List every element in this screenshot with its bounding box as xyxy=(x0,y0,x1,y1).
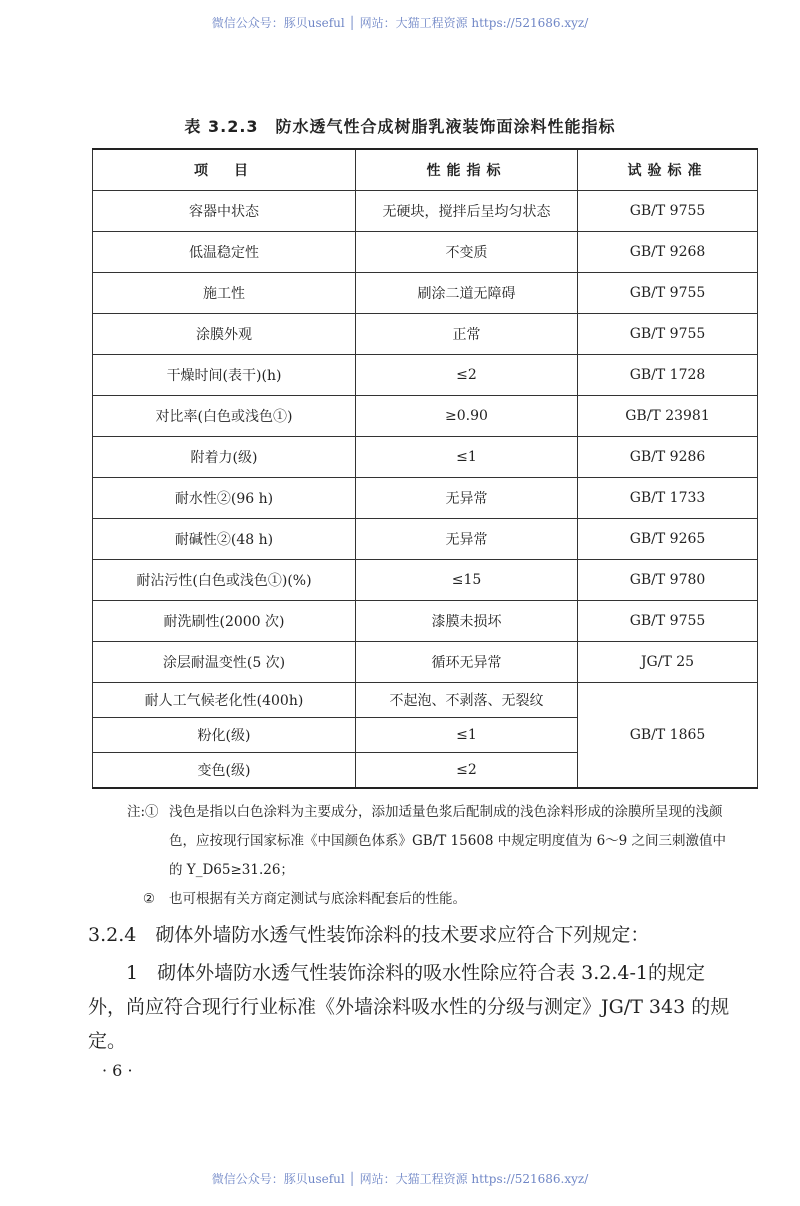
item-cell: 耐人工气候老化性(400h) xyxy=(93,683,356,718)
item-cell: 干燥时间(表干)(h) xyxy=(93,355,356,396)
table-row xyxy=(93,232,758,273)
standard-cell: GB/T 9755 xyxy=(578,273,758,314)
table-header-row xyxy=(93,149,758,191)
standard-cell: GB/T 1865 xyxy=(578,683,758,789)
item-cell: 施工性 xyxy=(93,273,356,314)
item-cell: 附着力(级) xyxy=(93,437,356,478)
indicator-cell: 循环无异常 xyxy=(356,642,578,683)
clause-1: 1 砌体外墙防水透气性装饰涂料的吸水性除应符合表 3.2.4-1的规定外，尚应符合现行行业标准《外墙涂料吸水性的分级与测定》JG/T 343 的规定。 xyxy=(88,962,730,1052)
standard-cell: GB/T 9780 xyxy=(578,560,758,601)
item-cell: 涂层耐温变性(5 次) xyxy=(93,642,356,683)
standard-cell: GB/T 23981 xyxy=(578,396,758,437)
item-cell: 涂膜外观 xyxy=(93,314,356,355)
indicator-cell: 不变质 xyxy=(356,232,578,273)
indicator-cell: 正常 xyxy=(356,314,578,355)
indicator-cell: ≥0.90 xyxy=(356,396,578,437)
standard-cell: GB/T 9755 xyxy=(578,191,758,232)
table-row xyxy=(93,519,758,560)
item-cell: 对比率(白色或浅色①) xyxy=(93,396,356,437)
table-row xyxy=(93,437,758,478)
section-3-2-4: 3.2.4 砌体外墙防水透气性装饰涂料的技术要求应符合下列规定： xyxy=(88,924,650,946)
indicator-cell: 漆膜未损坏 xyxy=(356,601,578,642)
body-text xyxy=(88,798,738,1082)
note-text: 也可根据有关方商定测试与底涂料配套后的性能。 xyxy=(169,891,466,907)
indicator-cell: ≤1 xyxy=(356,718,578,753)
watermark-bottom: 微信公众号：豚贝useful │ 网站：大猫工程资源 https://521686.xyz/ xyxy=(211,1172,589,1186)
table-row xyxy=(93,396,758,437)
standard-cell: GB/T 9268 xyxy=(578,232,758,273)
note-label: 注:① xyxy=(127,804,159,820)
table-row xyxy=(93,601,758,642)
page-number: · 6 · xyxy=(102,1061,133,1080)
standard-cell: GB/T 9755 xyxy=(578,314,758,355)
indicator-cell: ≤1 xyxy=(356,437,578,478)
table-row xyxy=(93,478,758,519)
table-row xyxy=(93,683,758,718)
header-item: 项 目 xyxy=(93,149,356,191)
item-cell: 耐洗刷性(2000 次) xyxy=(93,601,356,642)
table-row xyxy=(93,642,758,683)
table-row xyxy=(93,273,758,314)
item-cell: 低温稳定性 xyxy=(93,232,356,273)
indicator-cell: 不起泡、不剥落、无裂纹 xyxy=(356,683,578,718)
table-row xyxy=(93,314,758,355)
standard-cell: GB/T 9286 xyxy=(578,437,758,478)
header-standard: 试验标准 xyxy=(578,149,758,191)
item-cell: 粉化(级) xyxy=(93,718,356,753)
standard-cell: GB/T 1728 xyxy=(578,355,758,396)
standard-cell: GB/T 9755 xyxy=(578,601,758,642)
table-row xyxy=(93,355,758,396)
indicator-cell: 刷涂二道无障碍 xyxy=(356,273,578,314)
note-2 xyxy=(127,885,732,914)
item-cell: 耐沾污性(白色或浅色①)(%) xyxy=(93,560,356,601)
indicator-cell: ≤2 xyxy=(356,753,578,789)
watermark-top: 微信公众号：豚贝useful │ 网站：大猫工程资源 https://521686.xyz/ xyxy=(211,16,589,30)
indicator-cell: 无硬块，搅拌后呈均匀状态 xyxy=(356,191,578,232)
standard-cell: GB/T 9265 xyxy=(578,519,758,560)
standard-cell: JG/T 25 xyxy=(578,642,758,683)
item-cell: 容器中状态 xyxy=(93,191,356,232)
item-cell: 耐碱性②(48 h) xyxy=(93,519,356,560)
note-label: ② xyxy=(142,891,155,907)
standard-cell: GB/T 1733 xyxy=(578,478,758,519)
table-notes xyxy=(127,798,732,914)
item-cell: 耐水性②(96 h) xyxy=(93,478,356,519)
table-row xyxy=(93,560,758,601)
indicator-cell: 无异常 xyxy=(356,519,578,560)
note-text: 浅色是指以白色涂料为主要成分，添加适量色浆后配制成的浅色涂料形成的涂膜所呈现的浅颜色，应按现行国家标准《中国颜色体系》GB/T 15608 中规定明度值为 6～9 之间三刺激值中的 Y_D65≥31.26； xyxy=(169,804,727,878)
performance-table xyxy=(92,148,758,789)
header-indicator: 性能指标 xyxy=(356,149,578,191)
table-row xyxy=(93,191,758,232)
indicator-cell: 无异常 xyxy=(356,478,578,519)
item-cell: 变色(级) xyxy=(93,753,356,789)
indicator-cell: ≤15 xyxy=(356,560,578,601)
table-title: 表 3.2.3 防水透气性合成树脂乳液装饰面涂料性能指标 xyxy=(184,117,616,136)
note-1 xyxy=(127,798,732,885)
indicator-cell: ≤2 xyxy=(356,355,578,396)
